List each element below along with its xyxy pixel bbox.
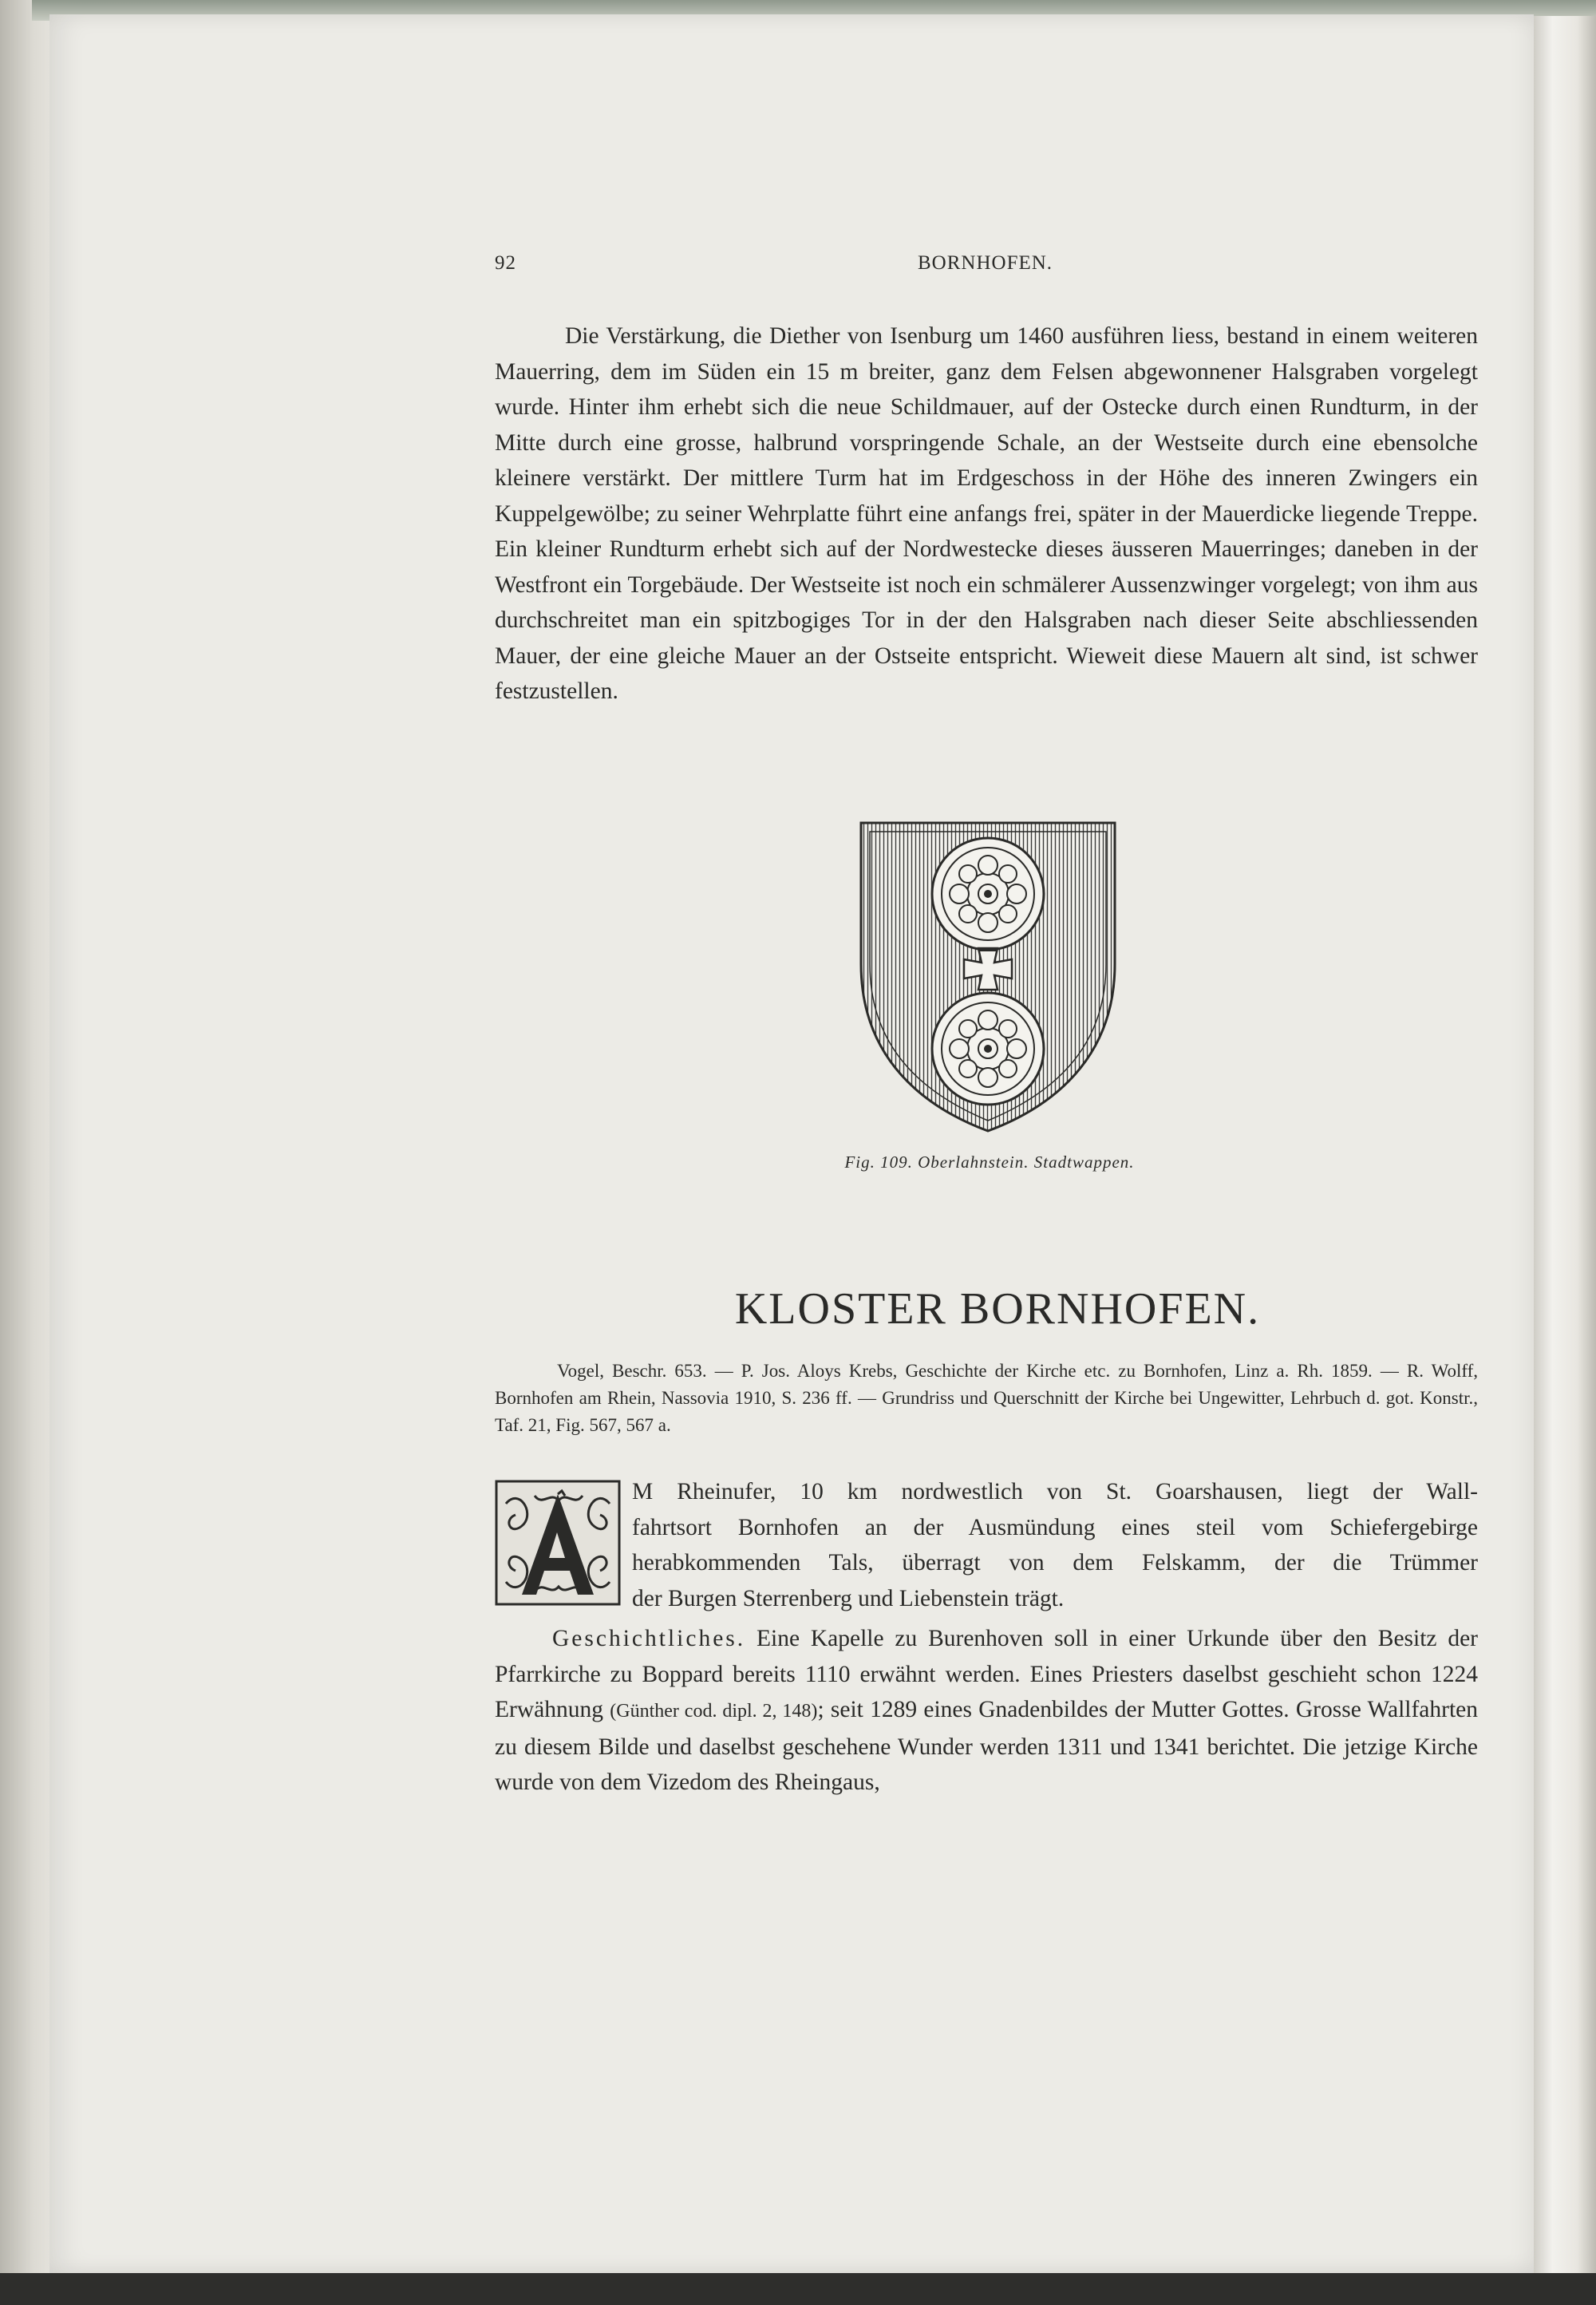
history-text-a: Eine Kapelle zu Burenhoven soll in einer Urkunde über den Besitz der Pfarrkirche zu Boppard bereits 1110 erwähnt werden. Eines Priesters daselbst geschieht schon 1224 Erwähnung <box>495 1626 1478 1722</box>
history-text-b: ; seit 1289 eines Gnadenbildes der Mutter Gottes. Grosse Wallfahrten zu diesem Bilde und daselbst geschehene Wunder werden 1311 und 1341 berichtet. Die jetzige Kirche wurde von dem Vizedom des Rheingaus, <box>495 1697 1479 1795</box>
left-page-edge <box>0 0 56 2305</box>
paragraph-history <box>495 1621 1478 1801</box>
figure-caption: Fig. 109. Oberlahnstein. Stadtwappen. <box>844 1152 1135 1172</box>
bibliography-text: Vogel, Beschr. 653. — P. Jos. Aloys Krebs, Geschichte der Kirche etc. zu Bornhofen, Linz a. Rh. 1859. — R. Wolff, Bornhofen am Rhein, Nassovia 1910, S. 236 ff. — Grundriss und Querschnitt der Kirche bei Ungewitter, Lehrbuch d. got. Konstr., Taf. 21, Fig. 567, 567 a. <box>495 1361 1478 1435</box>
wheel-top <box>932 838 1044 950</box>
paragraph-text: Die Verstärkung, die Diether von Isenburg um 1460 ausführen liess, bestand in einem weiteren Mauerring, dem im Süden ein 15 m breiter, ganz dem Felsen abgewonnener Halsgraben vorgelegt wurde. Hinter ihm erhebt sich die neue Schildmauer, auf der Ostecke durch einen Rundturm, in der Mitte durch eine grosse, halbrund vorspringende Schale, an der Westseite durch eine ebensolche kleinere verstärkt. Der mittlere Turm hat im Erdgeschoss in der Höhe des inneren Zwingers ein Kuppelgewölbe; zu seiner Wehrplatte führt eine anfangs frei, später in der Mauerdicke liegende Treppe. Ein kleiner Rundturm erhebt sich auf der Nordwestecke dieses äusseren Mauerringes; daneben in der Westfront ein Torgebäude. Der Westseite ist noch ein schmälerer Aussenzwinger vorgelegt; von ihm aus durchschreitet man ein spitzbogiges Tor in der den Halsgraben nach dieser Seite abschliessenden Mauer, der eine gleiche Mauer an der Ostseite entspricht. Wieweit diese Mauern alt sind, ist schwer festzustellen. <box>495 323 1478 704</box>
paragraph-line: der Burgen Sterrenberg und Liebenstein trägt. <box>632 1585 1065 1611</box>
section-title: KLOSTER BORNHOFEN. <box>734 1284 1261 1334</box>
paragraph-location <box>495 1474 1478 1616</box>
running-head <box>495 252 1478 278</box>
page-number: 92 <box>495 252 516 274</box>
paragraph-line: herabkommenden Tals, überragt von dem Felskamm, der die Trümmer <box>632 1550 1478 1576</box>
book-page <box>49 14 1534 2273</box>
running-title: BORNHOFEN. <box>918 252 1053 274</box>
bibliography <box>495 1358 1478 1439</box>
coat-of-arms-figure <box>859 820 1117 1133</box>
bottom-edge <box>0 2273 1596 2305</box>
paragraph-fortification <box>495 318 1478 710</box>
paragraph-line: M Rheinufer, 10 km nordwestlich von St. Goarshausen, liegt der Wall- <box>632 1479 1478 1504</box>
coat-of-arms-shield-icon <box>859 820 1117 1133</box>
paragraph-line: fahrtsort Bornhofen an der Ausmündung eines steil vom Schiefergebirge <box>632 1514 1478 1540</box>
history-citation: (Günther cod. dipl. 2, 148) <box>610 1701 818 1722</box>
wheel-bottom <box>932 993 1044 1105</box>
history-lead: Geschichtliches. <box>552 1626 746 1651</box>
right-page-block <box>1534 16 1596 2283</box>
